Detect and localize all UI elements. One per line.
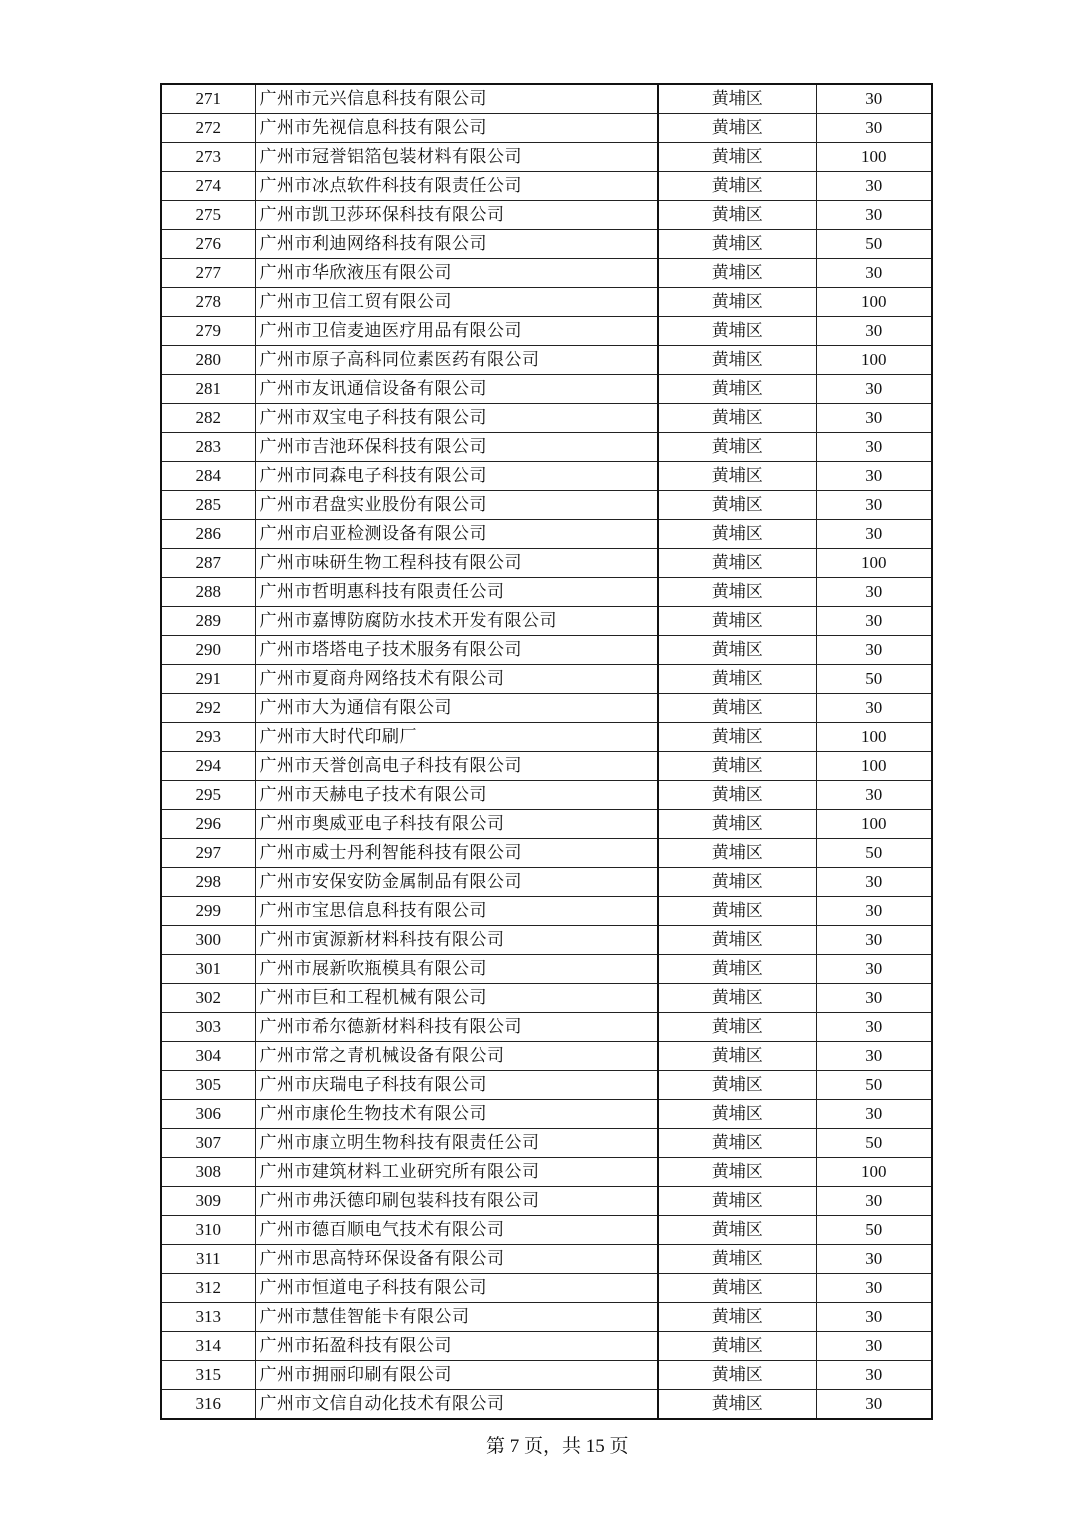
table-row bbox=[161, 143, 932, 172]
cell-amount: 30 bbox=[816, 375, 932, 404]
cell-number: 311 bbox=[161, 1245, 255, 1274]
table-row bbox=[161, 1390, 932, 1420]
cell-company-name: 广州市恒道电子科技有限公司 bbox=[255, 1274, 658, 1303]
cell-district: 黄埔区 bbox=[658, 462, 816, 491]
cell-district: 黄埔区 bbox=[658, 404, 816, 433]
cell-district: 黄埔区 bbox=[658, 1100, 816, 1129]
cell-amount: 30 bbox=[816, 1274, 932, 1303]
cell-amount: 30 bbox=[816, 578, 932, 607]
cell-amount: 50 bbox=[816, 665, 932, 694]
table-row bbox=[161, 520, 932, 549]
cell-district: 黄埔区 bbox=[658, 723, 816, 752]
table-row bbox=[161, 926, 932, 955]
cell-district: 黄埔区 bbox=[658, 1187, 816, 1216]
cell-amount: 30 bbox=[816, 1042, 932, 1071]
cell-number: 305 bbox=[161, 1071, 255, 1100]
cell-amount: 30 bbox=[816, 636, 932, 665]
table-row bbox=[161, 752, 932, 781]
table-row bbox=[161, 723, 932, 752]
cell-company-name: 广州市弗沃德印刷包装科技有限公司 bbox=[255, 1187, 658, 1216]
table-row bbox=[161, 172, 932, 201]
cell-amount: 30 bbox=[816, 1013, 932, 1042]
cell-amount: 30 bbox=[816, 491, 932, 520]
cell-company-name: 广州市奥威亚电子科技有限公司 bbox=[255, 810, 658, 839]
cell-company-name: 广州市原子高科同位素医药有限公司 bbox=[255, 346, 658, 375]
cell-district: 黄埔区 bbox=[658, 1216, 816, 1245]
cell-number: 294 bbox=[161, 752, 255, 781]
cell-number: 290 bbox=[161, 636, 255, 665]
cell-amount: 30 bbox=[816, 781, 932, 810]
cell-amount: 30 bbox=[816, 433, 932, 462]
cell-company-name: 广州市冰点软件科技有限责任公司 bbox=[255, 172, 658, 201]
table-row bbox=[161, 317, 932, 346]
cell-number: 297 bbox=[161, 839, 255, 868]
cell-number: 277 bbox=[161, 259, 255, 288]
cell-amount: 30 bbox=[816, 694, 932, 723]
cell-number: 284 bbox=[161, 462, 255, 491]
cell-company-name: 广州市利迪网络科技有限公司 bbox=[255, 230, 658, 259]
cell-district: 黄埔区 bbox=[658, 549, 816, 578]
table-row bbox=[161, 1303, 932, 1332]
cell-amount: 30 bbox=[816, 1187, 932, 1216]
company-table bbox=[160, 83, 933, 1420]
cell-amount: 30 bbox=[816, 1332, 932, 1361]
cell-district: 黄埔区 bbox=[658, 114, 816, 143]
table-row bbox=[161, 433, 932, 462]
cell-company-name: 广州市庆瑞电子科技有限公司 bbox=[255, 1071, 658, 1100]
cell-district: 黄埔区 bbox=[658, 926, 816, 955]
table-row bbox=[161, 578, 932, 607]
cell-company-name: 广州市先视信息科技有限公司 bbox=[255, 114, 658, 143]
cell-number: 295 bbox=[161, 781, 255, 810]
cell-district: 黄埔区 bbox=[658, 607, 816, 636]
cell-amount: 100 bbox=[816, 723, 932, 752]
cell-company-name: 广州市巨和工程机械有限公司 bbox=[255, 984, 658, 1013]
cell-company-name: 广州市常之青机械设备有限公司 bbox=[255, 1042, 658, 1071]
cell-amount: 30 bbox=[816, 1390, 932, 1420]
cell-district: 黄埔区 bbox=[658, 897, 816, 926]
cell-amount: 30 bbox=[816, 868, 932, 897]
cell-district: 黄埔区 bbox=[658, 694, 816, 723]
cell-company-name: 广州市友讯通信设备有限公司 bbox=[255, 375, 658, 404]
cell-company-name: 广州市思高特环保设备有限公司 bbox=[255, 1245, 658, 1274]
cell-amount: 100 bbox=[816, 1158, 932, 1187]
cell-district: 黄埔区 bbox=[658, 955, 816, 984]
cell-district: 黄埔区 bbox=[658, 317, 816, 346]
cell-company-name: 广州市卫信麦迪医疗用品有限公司 bbox=[255, 317, 658, 346]
cell-district: 黄埔区 bbox=[658, 781, 816, 810]
table-row bbox=[161, 1187, 932, 1216]
table-row bbox=[161, 868, 932, 897]
cell-company-name: 广州市夏商舟网络技术有限公司 bbox=[255, 665, 658, 694]
cell-amount: 50 bbox=[816, 1071, 932, 1100]
cell-district: 黄埔区 bbox=[658, 810, 816, 839]
table-row bbox=[161, 781, 932, 810]
cell-number: 301 bbox=[161, 955, 255, 984]
cell-district: 黄埔区 bbox=[658, 201, 816, 230]
cell-number: 286 bbox=[161, 520, 255, 549]
cell-number: 281 bbox=[161, 375, 255, 404]
table-row bbox=[161, 839, 932, 868]
cell-company-name: 广州市安保安防金属制品有限公司 bbox=[255, 868, 658, 897]
cell-amount: 100 bbox=[816, 346, 932, 375]
cell-company-name: 广州市建筑材料工业研究所有限公司 bbox=[255, 1158, 658, 1187]
cell-district: 黄埔区 bbox=[658, 839, 816, 868]
cell-company-name: 广州市双宝电子科技有限公司 bbox=[255, 404, 658, 433]
cell-number: 310 bbox=[161, 1216, 255, 1245]
table-row bbox=[161, 288, 932, 317]
cell-number: 309 bbox=[161, 1187, 255, 1216]
cell-number: 300 bbox=[161, 926, 255, 955]
cell-amount: 100 bbox=[816, 143, 932, 172]
cell-amount: 30 bbox=[816, 607, 932, 636]
cell-amount: 30 bbox=[816, 897, 932, 926]
table-row bbox=[161, 1129, 932, 1158]
cell-company-name: 广州市天誉创高电子科技有限公司 bbox=[255, 752, 658, 781]
cell-company-name: 广州市冠誉铝箔包装材料有限公司 bbox=[255, 143, 658, 172]
cell-number: 314 bbox=[161, 1332, 255, 1361]
cell-amount: 50 bbox=[816, 1129, 932, 1158]
cell-district: 黄埔区 bbox=[658, 375, 816, 404]
cell-amount: 30 bbox=[816, 114, 932, 143]
cell-district: 黄埔区 bbox=[658, 752, 816, 781]
cell-number: 285 bbox=[161, 491, 255, 520]
cell-number: 292 bbox=[161, 694, 255, 723]
table-row bbox=[161, 1158, 932, 1187]
table-row bbox=[161, 1361, 932, 1390]
cell-amount: 100 bbox=[816, 549, 932, 578]
cell-number: 289 bbox=[161, 607, 255, 636]
cell-number: 302 bbox=[161, 984, 255, 1013]
cell-number: 298 bbox=[161, 868, 255, 897]
cell-company-name: 广州市拓盈科技有限公司 bbox=[255, 1332, 658, 1361]
cell-company-name: 广州市吉池环保科技有限公司 bbox=[255, 433, 658, 462]
table-row bbox=[161, 1245, 932, 1274]
table-row bbox=[161, 1042, 932, 1071]
cell-amount: 50 bbox=[816, 1216, 932, 1245]
table-row bbox=[161, 1100, 932, 1129]
table-row bbox=[161, 1071, 932, 1100]
cell-number: 278 bbox=[161, 288, 255, 317]
table-row bbox=[161, 665, 932, 694]
table-row bbox=[161, 984, 932, 1013]
cell-amount: 100 bbox=[816, 752, 932, 781]
cell-amount: 30 bbox=[816, 172, 932, 201]
cell-number: 288 bbox=[161, 578, 255, 607]
cell-district: 黄埔区 bbox=[658, 491, 816, 520]
cell-district: 黄埔区 bbox=[658, 288, 816, 317]
cell-amount: 30 bbox=[816, 317, 932, 346]
cell-amount: 30 bbox=[816, 1361, 932, 1390]
cell-company-name: 广州市嘉博防腐防水技术开发有限公司 bbox=[255, 607, 658, 636]
cell-district: 黄埔区 bbox=[658, 84, 816, 114]
cell-district: 黄埔区 bbox=[658, 1042, 816, 1071]
cell-number: 279 bbox=[161, 317, 255, 346]
cell-company-name: 广州市德百顺电气技术有限公司 bbox=[255, 1216, 658, 1245]
cell-company-name: 广州市塔塔电子技术服务有限公司 bbox=[255, 636, 658, 665]
cell-amount: 30 bbox=[816, 1100, 932, 1129]
cell-district: 黄埔区 bbox=[658, 1071, 816, 1100]
cell-district: 黄埔区 bbox=[658, 1303, 816, 1332]
cell-number: 307 bbox=[161, 1129, 255, 1158]
table-row bbox=[161, 491, 932, 520]
table-row bbox=[161, 1013, 932, 1042]
table-row bbox=[161, 230, 932, 259]
cell-amount: 50 bbox=[816, 230, 932, 259]
cell-amount: 30 bbox=[816, 462, 932, 491]
cell-number: 283 bbox=[161, 433, 255, 462]
cell-company-name: 广州市康伦生物技术有限公司 bbox=[255, 1100, 658, 1129]
cell-company-name: 广州市元兴信息科技有限公司 bbox=[255, 84, 658, 114]
cell-district: 黄埔区 bbox=[658, 259, 816, 288]
cell-district: 黄埔区 bbox=[658, 984, 816, 1013]
cell-district: 黄埔区 bbox=[658, 1245, 816, 1274]
cell-number: 273 bbox=[161, 143, 255, 172]
table-row bbox=[161, 114, 932, 143]
cell-number: 271 bbox=[161, 84, 255, 114]
cell-company-name: 广州市启亚检测设备有限公司 bbox=[255, 520, 658, 549]
cell-company-name: 广州市展新吹瓶模具有限公司 bbox=[255, 955, 658, 984]
cell-amount: 30 bbox=[816, 926, 932, 955]
cell-district: 黄埔区 bbox=[658, 433, 816, 462]
cell-district: 黄埔区 bbox=[658, 1332, 816, 1361]
cell-district: 黄埔区 bbox=[658, 172, 816, 201]
cell-number: 306 bbox=[161, 1100, 255, 1129]
cell-number: 313 bbox=[161, 1303, 255, 1332]
table-row bbox=[161, 1216, 932, 1245]
cell-company-name: 广州市宝思信息科技有限公司 bbox=[255, 897, 658, 926]
cell-company-name: 广州市寅源新材料科技有限公司 bbox=[255, 926, 658, 955]
table-row bbox=[161, 1274, 932, 1303]
cell-company-name: 广州市拥丽印刷有限公司 bbox=[255, 1361, 658, 1390]
cell-amount: 100 bbox=[816, 288, 932, 317]
table-row bbox=[161, 404, 932, 433]
cell-amount: 30 bbox=[816, 84, 932, 114]
cell-company-name: 广州市哲明惠科技有限责任公司 bbox=[255, 578, 658, 607]
cell-number: 316 bbox=[161, 1390, 255, 1420]
cell-number: 296 bbox=[161, 810, 255, 839]
cell-number: 304 bbox=[161, 1042, 255, 1071]
cell-number: 272 bbox=[161, 114, 255, 143]
cell-district: 黄埔区 bbox=[658, 346, 816, 375]
cell-company-name: 广州市凯卫莎环保科技有限公司 bbox=[255, 201, 658, 230]
table-row bbox=[161, 375, 932, 404]
cell-company-name: 广州市慧佳智能卡有限公司 bbox=[255, 1303, 658, 1332]
cell-amount: 30 bbox=[816, 404, 932, 433]
table-row bbox=[161, 694, 932, 723]
cell-company-name: 广州市希尔德新材料科技有限公司 bbox=[255, 1013, 658, 1042]
cell-district: 黄埔区 bbox=[658, 1274, 816, 1303]
cell-number: 275 bbox=[161, 201, 255, 230]
cell-number: 274 bbox=[161, 172, 255, 201]
cell-district: 黄埔区 bbox=[658, 636, 816, 665]
cell-number: 299 bbox=[161, 897, 255, 926]
table-row bbox=[161, 607, 932, 636]
table-row bbox=[161, 462, 932, 491]
table-row bbox=[161, 955, 932, 984]
cell-amount: 30 bbox=[816, 259, 932, 288]
table-row bbox=[161, 1332, 932, 1361]
table-row bbox=[161, 346, 932, 375]
table-row bbox=[161, 201, 932, 230]
cell-amount: 30 bbox=[816, 955, 932, 984]
table-row bbox=[161, 84, 932, 114]
cell-district: 黄埔区 bbox=[658, 520, 816, 549]
cell-company-name: 广州市文信自动化技术有限公司 bbox=[255, 1390, 658, 1420]
table-row bbox=[161, 810, 932, 839]
cell-district: 黄埔区 bbox=[658, 1158, 816, 1187]
cell-amount: 30 bbox=[816, 984, 932, 1013]
cell-district: 黄埔区 bbox=[658, 868, 816, 897]
cell-amount: 30 bbox=[816, 1303, 932, 1332]
cell-district: 黄埔区 bbox=[658, 1361, 816, 1390]
page-number-footer: 第 7 页，共 15 页 bbox=[486, 1436, 629, 1457]
cell-number: 276 bbox=[161, 230, 255, 259]
cell-company-name: 广州市大时代印刷厂 bbox=[255, 723, 658, 752]
cell-amount: 30 bbox=[816, 520, 932, 549]
cell-number: 312 bbox=[161, 1274, 255, 1303]
cell-company-name: 广州市同森电子科技有限公司 bbox=[255, 462, 658, 491]
cell-number: 287 bbox=[161, 549, 255, 578]
cell-company-name: 广州市卫信工贸有限公司 bbox=[255, 288, 658, 317]
cell-company-name: 广州市华欣液压有限公司 bbox=[255, 259, 658, 288]
cell-district: 黄埔区 bbox=[658, 230, 816, 259]
cell-district: 黄埔区 bbox=[658, 578, 816, 607]
cell-number: 293 bbox=[161, 723, 255, 752]
cell-number: 282 bbox=[161, 404, 255, 433]
cell-number: 280 bbox=[161, 346, 255, 375]
cell-district: 黄埔区 bbox=[658, 1390, 816, 1420]
cell-company-name: 广州市君盘实业股份有限公司 bbox=[255, 491, 658, 520]
cell-company-name: 广州市大为通信有限公司 bbox=[255, 694, 658, 723]
cell-company-name: 广州市康立明生物科技有限责任公司 bbox=[255, 1129, 658, 1158]
cell-district: 黄埔区 bbox=[658, 143, 816, 172]
cell-amount: 50 bbox=[816, 839, 932, 868]
cell-company-name: 广州市天赫电子技术有限公司 bbox=[255, 781, 658, 810]
cell-company-name: 广州市味研生物工程科技有限公司 bbox=[255, 549, 658, 578]
table-body bbox=[161, 84, 932, 1419]
table-row bbox=[161, 549, 932, 578]
table-row bbox=[161, 259, 932, 288]
cell-number: 308 bbox=[161, 1158, 255, 1187]
cell-amount: 30 bbox=[816, 201, 932, 230]
cell-district: 黄埔区 bbox=[658, 1013, 816, 1042]
cell-district: 黄埔区 bbox=[658, 1129, 816, 1158]
cell-company-name: 广州市威士丹利智能科技有限公司 bbox=[255, 839, 658, 868]
cell-district: 黄埔区 bbox=[658, 665, 816, 694]
cell-number: 303 bbox=[161, 1013, 255, 1042]
cell-amount: 100 bbox=[816, 810, 932, 839]
cell-number: 315 bbox=[161, 1361, 255, 1390]
cell-number: 291 bbox=[161, 665, 255, 694]
table-row bbox=[161, 897, 932, 926]
table-row bbox=[161, 636, 932, 665]
cell-amount: 30 bbox=[816, 1245, 932, 1274]
